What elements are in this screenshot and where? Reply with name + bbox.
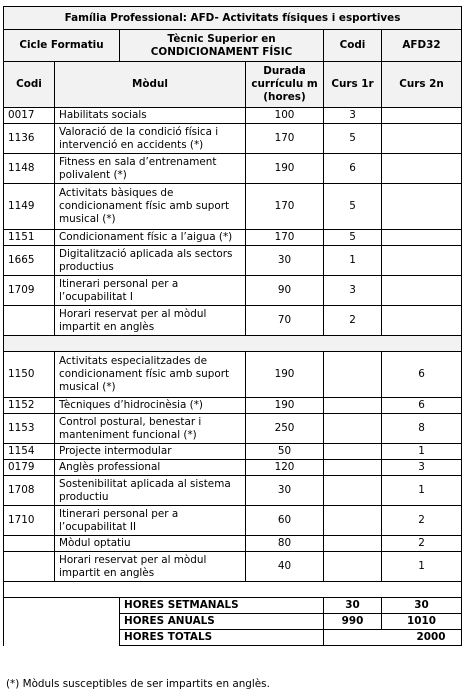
module-code: 1152	[4, 398, 55, 414]
table-row	[4, 230, 462, 246]
module-code: 1153	[4, 414, 55, 444]
module-hours: 70	[246, 306, 324, 336]
module-name: Activitats bàsiques de condicionament físic amb suport musical (*)	[55, 184, 246, 230]
cicle-label: Cicle Formatiu	[4, 30, 120, 62]
module-year2: 2	[382, 506, 462, 536]
module-year2	[382, 184, 462, 230]
module-name: Digitalització aplicada als sectors productius	[55, 246, 246, 276]
module-year1: 1	[324, 246, 382, 276]
module-code: 1149	[4, 184, 55, 230]
module-name: Itinerari personal per a l’ocupabilitat II	[55, 506, 246, 536]
module-year2: 6	[382, 398, 462, 414]
module-code: 1154	[4, 444, 55, 460]
module-hours: 170	[246, 124, 324, 154]
totals-label: HORES SETMANALS	[120, 598, 324, 614]
module-name: Horari reservat per al mòdul impartit en anglès	[55, 306, 246, 336]
totals-row	[4, 630, 462, 646]
module-year1: 5	[324, 230, 382, 246]
module-code: 1710	[4, 506, 55, 536]
module-year1: 6	[324, 154, 382, 184]
totals-blank	[4, 630, 120, 646]
table-row	[4, 536, 462, 552]
module-name: Anglès professional	[55, 460, 246, 476]
module-name: Activitats especialitzades de condicionament físic amb suport musical (*)	[55, 352, 246, 398]
module-year2	[382, 154, 462, 184]
totals-label: HORES ANUALS	[120, 614, 324, 630]
totals-row	[4, 614, 462, 630]
totals-label: HORES TOTALS	[120, 630, 324, 646]
module-year1	[324, 506, 382, 536]
footnote: (*) Mòduls susceptibles de ser impartits en anglès.	[6, 678, 270, 690]
module-code: 1665	[4, 246, 55, 276]
module-year2: 2	[382, 536, 462, 552]
module-hours: 170	[246, 230, 324, 246]
module-year1	[324, 460, 382, 476]
module-year1	[324, 476, 382, 506]
module-code: 1136	[4, 124, 55, 154]
module-hours: 30	[246, 246, 324, 276]
totals-blank	[4, 598, 120, 614]
table-row	[4, 444, 462, 460]
curriculum-table	[3, 6, 462, 646]
module-year2: 6	[382, 352, 462, 398]
module-hours: 190	[246, 398, 324, 414]
module-year2: 3	[382, 460, 462, 476]
module-name: Valoració de la condició física i intervenció en accidents (*)	[55, 124, 246, 154]
module-code	[4, 552, 55, 582]
module-year2	[382, 246, 462, 276]
col-header-year1: Curs 1r	[324, 62, 382, 108]
module-year2	[382, 306, 462, 336]
module-year1	[324, 536, 382, 552]
table-row	[4, 246, 462, 276]
table-row	[4, 352, 462, 398]
module-hours: 40	[246, 552, 324, 582]
table-row	[4, 276, 462, 306]
module-year1: 3	[324, 108, 382, 124]
module-year2	[382, 276, 462, 306]
module-hours: 30	[246, 476, 324, 506]
module-hours: 100	[246, 108, 324, 124]
cicle-name: Tècnic Superior en CONDICIONAMENT FÍSIC	[120, 30, 324, 62]
col-header-module: Mòdul	[55, 62, 246, 108]
module-hours: 80	[246, 536, 324, 552]
module-name: Mòdul optatiu	[55, 536, 246, 552]
module-name: Habilitats socials	[55, 108, 246, 124]
totals-year1: 30	[324, 598, 382, 614]
module-hours: 60	[246, 506, 324, 536]
module-name: Itinerari personal per a l’ocupabilitat I	[55, 276, 246, 306]
module-name: Condicionament físic a l’aigua (*)	[55, 230, 246, 246]
table-row	[4, 154, 462, 184]
module-year2: 1	[382, 476, 462, 506]
module-code: 1148	[4, 154, 55, 184]
table-row	[4, 506, 462, 536]
module-year2: 1	[382, 552, 462, 582]
module-hours: 190	[246, 154, 324, 184]
totals-blank	[4, 614, 120, 630]
module-year1	[324, 352, 382, 398]
module-code	[4, 536, 55, 552]
totals-year1: 990	[324, 614, 382, 630]
col-header-year2: Curs 2n	[382, 62, 462, 108]
module-code: 0017	[4, 108, 55, 124]
totals-year2: 30	[382, 598, 462, 614]
table-row	[4, 184, 462, 230]
module-year1: 5	[324, 184, 382, 230]
table-row	[4, 398, 462, 414]
module-name: Horari reservat per al mòdul impartit en anglès	[55, 552, 246, 582]
module-code: 1709	[4, 276, 55, 306]
module-year1	[324, 552, 382, 582]
module-year2: 1	[382, 444, 462, 460]
module-year2	[382, 124, 462, 154]
module-year1	[324, 444, 382, 460]
totals-year2: 1010	[382, 614, 462, 630]
module-year1: 5	[324, 124, 382, 154]
col-header-code: Codi	[4, 62, 55, 108]
module-code: 1708	[4, 476, 55, 506]
divider-cell	[4, 336, 462, 352]
table-row	[4, 124, 462, 154]
table-row	[4, 460, 462, 476]
spacer-cell	[4, 582, 462, 598]
spacer-row	[4, 582, 462, 598]
module-name: Fitness en sala d’entrenament polivalent (*)	[55, 154, 246, 184]
module-code: 1151	[4, 230, 55, 246]
module-year2: 8	[382, 414, 462, 444]
section-divider	[4, 336, 462, 352]
table-row	[4, 414, 462, 444]
totals-value: 2000	[324, 630, 462, 646]
table-row	[4, 306, 462, 336]
codi-label: Codi	[324, 30, 382, 62]
module-code: 0179	[4, 460, 55, 476]
module-name: Sostenibilitat aplicada al sistema productiu	[55, 476, 246, 506]
module-year1	[324, 398, 382, 414]
module-name: Projecte intermodular	[55, 444, 246, 460]
module-hours: 50	[246, 444, 324, 460]
module-hours: 90	[246, 276, 324, 306]
module-hours: 190	[246, 352, 324, 398]
table-row	[4, 108, 462, 124]
module-code: 1150	[4, 352, 55, 398]
col-header-duration: Durada currículu m (hores)	[246, 62, 324, 108]
module-year1: 3	[324, 276, 382, 306]
table-title: Família Professional: AFD- Activitats físiques i esportives	[4, 7, 462, 30]
module-hours: 170	[246, 184, 324, 230]
cicle-code: AFD32	[382, 30, 462, 62]
module-year1: 2	[324, 306, 382, 336]
module-year1	[324, 414, 382, 444]
module-name: Tècniques d’hidrocinèsia (*)	[55, 398, 246, 414]
module-name: Control postural, benestar i manteniment funcional (*)	[55, 414, 246, 444]
table-row	[4, 476, 462, 506]
table-row	[4, 552, 462, 582]
module-code	[4, 306, 55, 336]
totals-row	[4, 598, 462, 614]
module-year2	[382, 230, 462, 246]
module-hours: 250	[246, 414, 324, 444]
module-year2	[382, 108, 462, 124]
module-hours: 120	[246, 460, 324, 476]
